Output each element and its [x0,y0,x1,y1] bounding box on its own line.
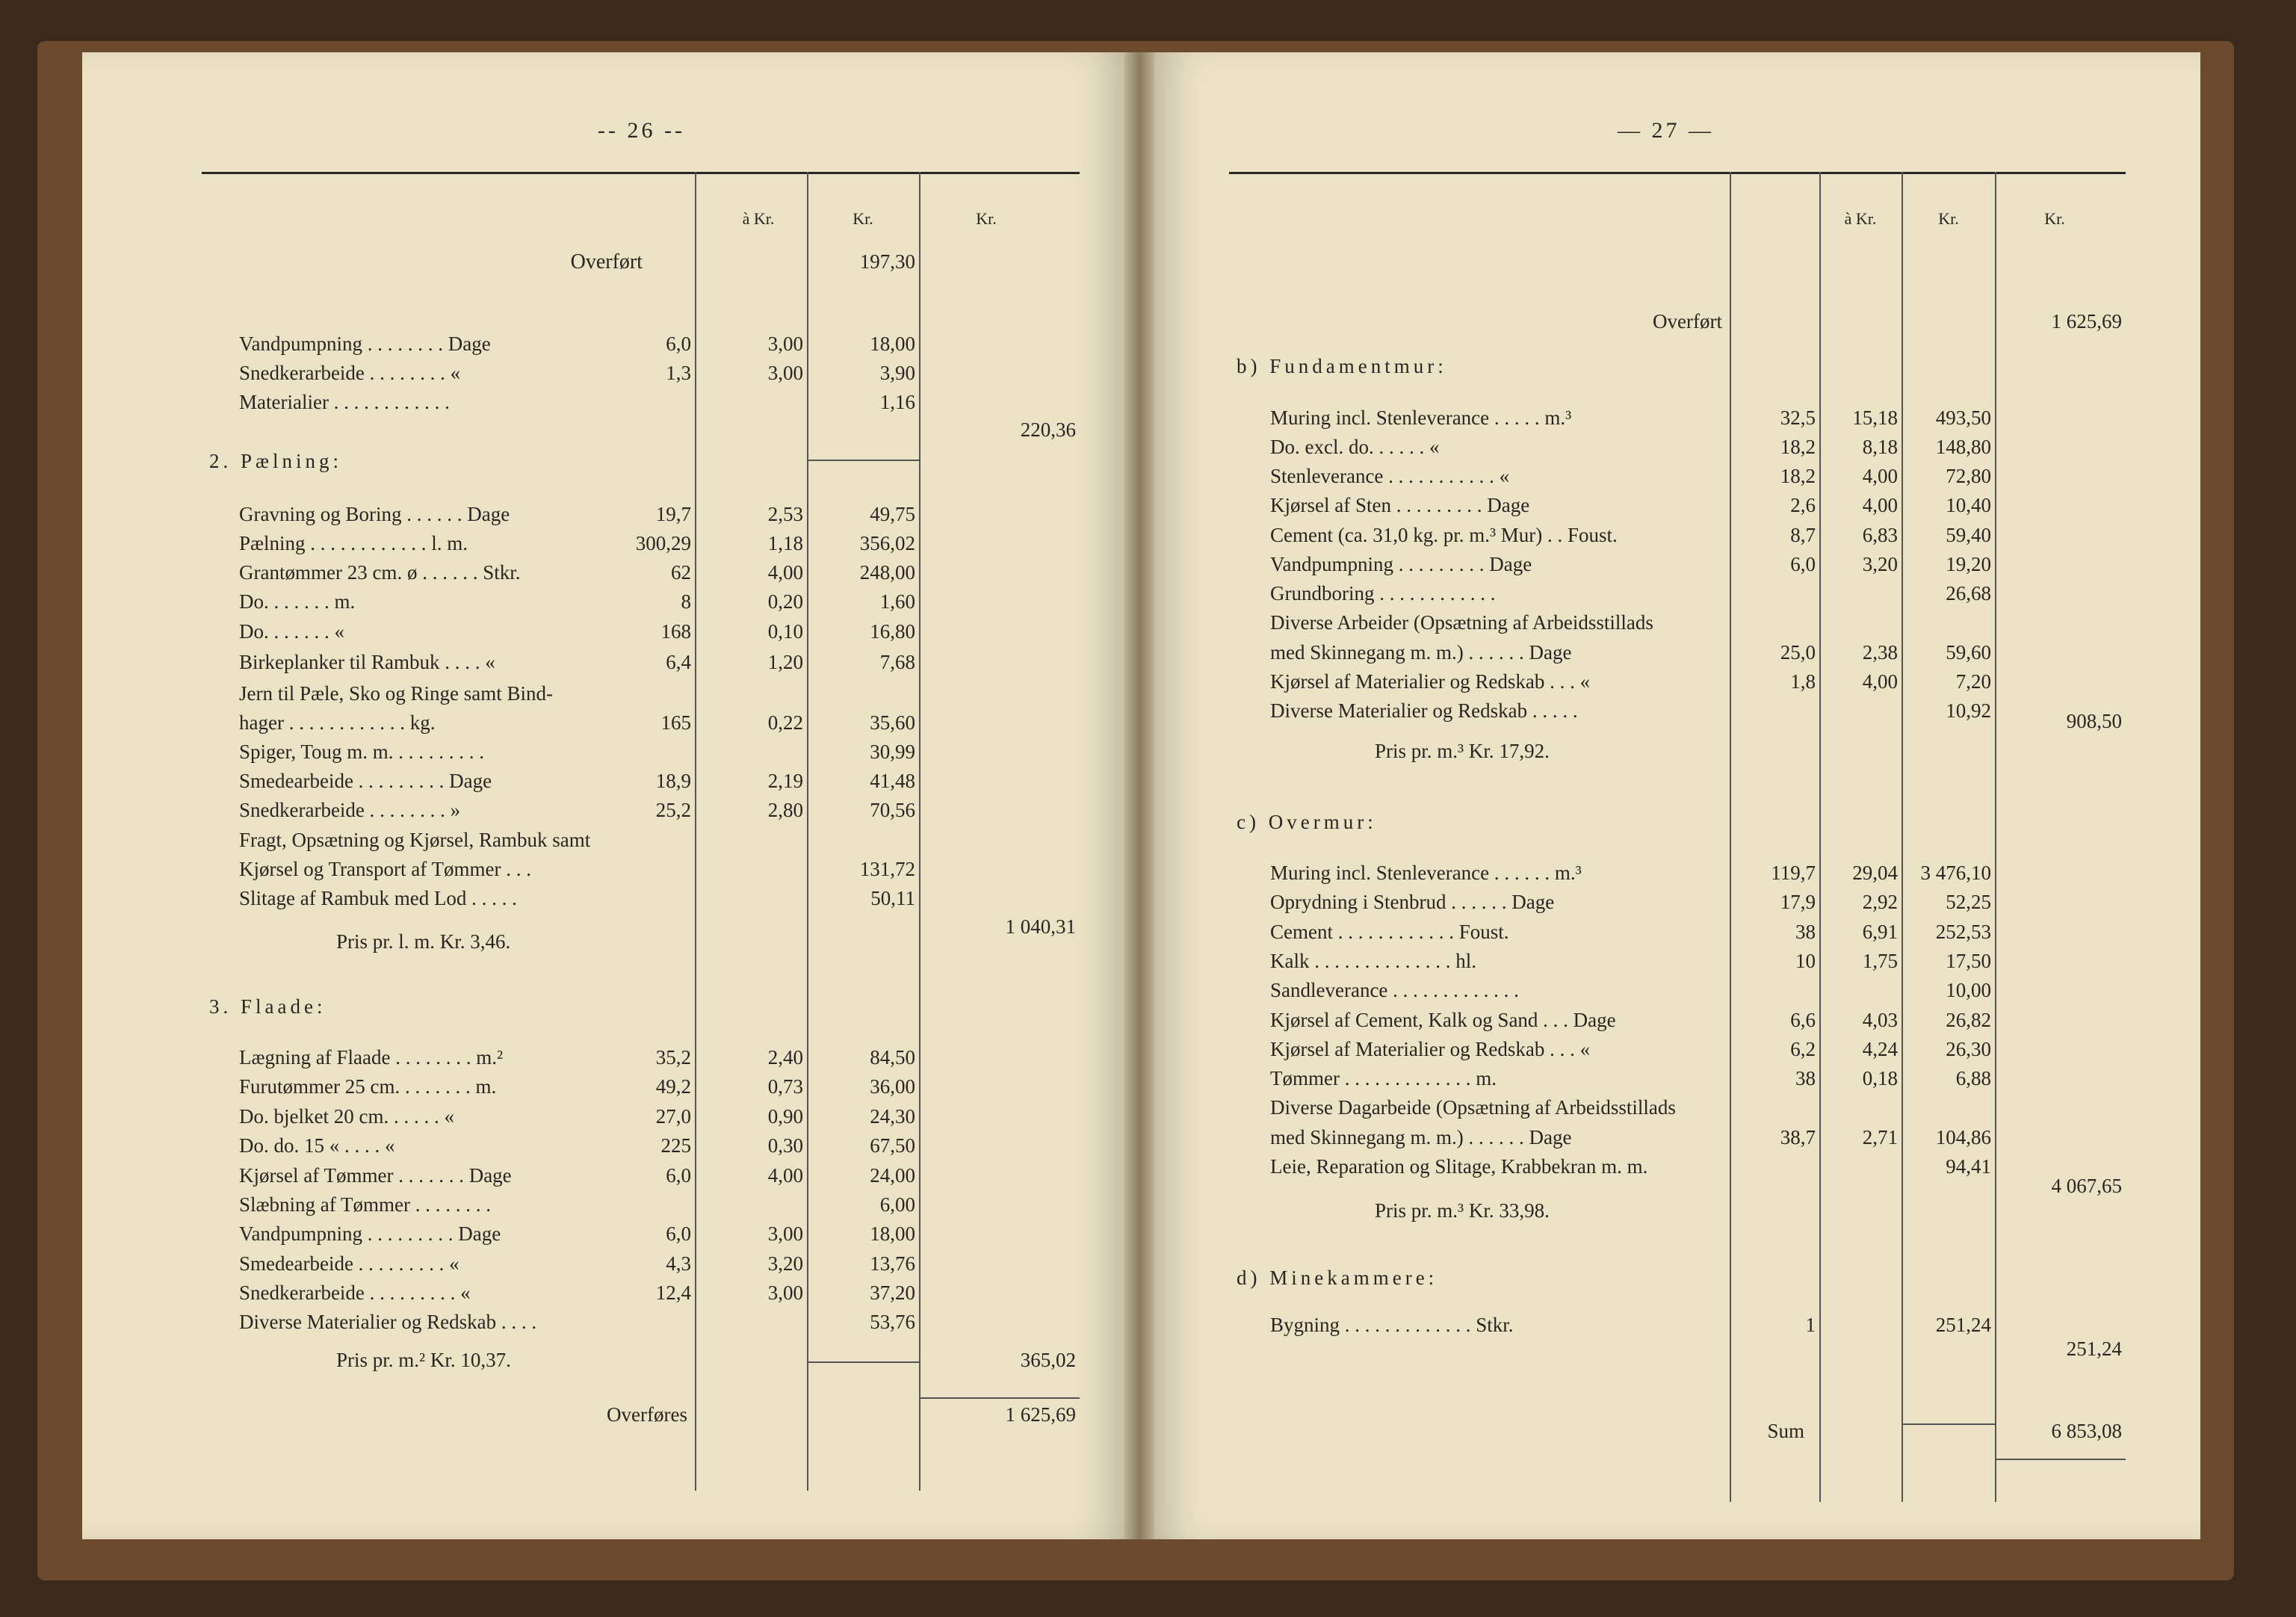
row-description: Oprydning i Stenbrud . . . . . . Dage [1270,891,1555,913]
row-unit-price: 2,53 [767,503,803,525]
ledger-row [1154,465,2200,492]
row-unit-price: 4,00 [767,1164,803,1187]
row-unit-price: 2,80 [767,799,803,821]
row-amount: 24,00 [870,1164,915,1187]
sum-rule [1995,1459,2126,1460]
row-description: Fragt, Opsætning og Kjørsel, Rambuk samt [239,829,591,851]
carry-over-label: Overføres [607,1403,687,1426]
row-amount: 94,41 [1946,1155,1991,1178]
row-quantity: 6,2 [1790,1038,1816,1060]
row-unit-price: 4,00 [1862,465,1898,487]
row-description: Jern til Pæle, Sko og Ringe samt Bind- [239,682,554,705]
carried-forward-value: 197,30 [859,250,915,273]
row-quantity: 18,9 [655,770,691,792]
price-note: Pris pr. m.³ Kr. 17,92. [1375,740,1550,762]
ledger-row [82,1311,1124,1338]
row-amount: 37,20 [870,1281,915,1304]
row-unit-price: 15,18 [1852,406,1898,429]
row-quantity: 6,0 [666,1222,691,1245]
ledger-row [1154,641,2200,668]
column-header: Kr. [1938,209,1959,228]
row-unit-price: 2,92 [1862,891,1898,913]
row-amount: 24,30 [870,1105,915,1128]
row-quantity: 119,7 [1771,862,1816,884]
row-description: Diverse Dagarbeide (Opsætning af Arbeidsstillads [1270,1096,1676,1119]
row-quantity: 1,3 [666,362,691,384]
ledger-row [82,561,1124,588]
ledger-row [82,391,1124,418]
row-description: Furutømmer 25 cm. . . . . . . . m. [239,1075,497,1098]
row-description: med Skinnegang m. m.) . . . . . . Dage [1270,1126,1572,1148]
header-rule [202,172,1080,174]
row-unit-price: 3,00 [767,1281,803,1304]
ledger-row [82,1046,1124,1073]
row-quantity: 12,4 [655,1281,691,1304]
row-unit-price: 4,00 [1862,670,1898,693]
row-quantity: 168 [660,620,691,643]
ledger-row [82,1281,1124,1308]
ledger-row [82,1075,1124,1102]
section-heading [1154,811,2200,838]
section-title: 2. Pælning: [209,450,343,472]
subtotal-row [1154,1175,2200,1202]
column-header: à Kr. [742,209,775,228]
row-description: Slæbning af Tømmer . . . . . . . . [239,1193,491,1216]
row-quantity: 18,2 [1780,436,1816,458]
sum-rule [919,1397,1080,1399]
ledger-row [1154,406,2200,433]
header-rule [1229,172,2126,174]
ledger-row [1154,1038,2200,1065]
section-heading [82,450,1124,477]
row-description: Kalk . . . . . . . . . . . . . . hl. [1270,950,1476,972]
row-description: Snedkerarbeide . . . . . . . . . « [239,1281,471,1304]
row-unit-price: 0,73 [767,1075,803,1098]
row-description: Do. . . . . . . « [239,620,344,643]
carried-forward-value: 1 625,69 [2051,310,2122,333]
carried-forward-row [1154,310,2200,337]
row-description: Cement (ca. 31,0 kg. pr. m.³ Mur) . . Foust. [1270,524,1618,546]
row-description: Snedkerarbeide . . . . . . . . » [239,799,461,821]
row-description: Kjørsel af Cement, Kalk og Sand . . . Dage [1270,1009,1616,1031]
row-quantity: 1,8 [1790,670,1816,693]
row-quantity: 165 [660,711,691,734]
row-amount: 251,24 [1935,1314,1991,1336]
ledger-row [1154,979,2200,1006]
row-description: Kjørsel og Transport af Tømmer . . . [239,858,531,880]
row-amount: 356,02 [859,532,915,554]
row-unit-price: 0,18 [1862,1067,1898,1089]
row-description: Muring incl. Stenleverance . . . . . m.³ [1270,406,1572,429]
row-amount: 10,00 [1946,979,1991,1001]
row-quantity: 27,0 [655,1105,691,1128]
row-amount: 26,82 [1946,1009,1991,1031]
carried-forward-label: Overført [570,250,643,273]
row-quantity: 25,2 [655,799,691,821]
ledger-row [1154,1314,2200,1341]
row-quantity: 38,7 [1780,1126,1816,1148]
row-description: hager . . . . . . . . . . . . kg. [239,711,436,734]
row-quantity: 6,0 [666,333,691,355]
row-description: Do. excl. do. . . . . . « [1270,436,1440,458]
row-quantity: 38 [1795,1067,1816,1089]
row-description: Birkeplanker til Rambuk . . . . « [239,651,495,673]
row-amount: 13,76 [870,1252,915,1275]
row-description: Kjørsel af Tømmer . . . . . . . Dage [239,1164,512,1187]
right-page [1154,52,2200,1539]
row-quantity: 2,6 [1790,494,1816,516]
ledger-row [82,1134,1124,1161]
subtotal-row [82,418,1124,445]
price-row [1154,1199,2200,1226]
row-unit-price: 8,18 [1862,436,1898,458]
row-unit-price: 0,20 [767,590,803,613]
row-unit-price: 6,91 [1862,921,1898,943]
row-unit-price: 2,71 [1862,1126,1898,1148]
row-amount: 1,60 [879,590,915,613]
section-heading [82,995,1124,1022]
row-quantity: 49,2 [655,1075,691,1098]
ledger-row [82,362,1124,389]
subtotal-value: 220,36 [1020,418,1076,441]
section-title: b) Fundamentmur: [1237,355,1447,377]
ledger-row [82,1222,1124,1249]
row-amount: 248,00 [859,561,915,584]
sum-value: 6 853,08 [2051,1420,2122,1442]
row-amount: 18,00 [870,333,915,355]
price-row [82,1349,1124,1376]
row-quantity: 17,9 [1780,891,1816,913]
row-amount: 148,80 [1935,436,1991,458]
row-unit-price: 29,04 [1852,862,1898,884]
ledger-row [1154,436,2200,463]
row-description: Bygning . . . . . . . . . . . . . Stkr. [1270,1314,1514,1336]
row-description: Kjørsel af Materialier og Redskab . . . « [1270,670,1591,693]
ledger-row [82,620,1124,647]
subtotal-row [1154,1338,2200,1364]
row-unit-price: 3,00 [767,333,803,355]
row-quantity: 25,0 [1780,641,1816,664]
ledger-row [1154,1126,2200,1153]
row-unit-price: 0,10 [767,620,803,643]
row-amount: 19,20 [1946,553,1991,575]
row-description: Grundboring . . . . . . . . . . . . [1270,582,1496,605]
row-quantity: 6,6 [1790,1009,1816,1031]
row-amount: 131,72 [859,858,915,880]
column-header: à Kr. [1844,209,1877,228]
ledger-row [1154,553,2200,580]
row-description: Gravning og Boring . . . . . . Dage [239,503,510,525]
row-amount: 3 476,10 [1920,862,1991,884]
subtotal-row [1154,710,2200,737]
ledger-row [82,503,1124,530]
row-unit-price: 4,24 [1862,1038,1898,1060]
row-amount: 59,40 [1946,524,1991,546]
row-amount: 50,11 [870,887,915,909]
ledger-row [82,741,1124,767]
row-description: Stenleverance . . . . . . . . . . . « [1270,465,1510,487]
row-unit-price: 1,75 [1862,950,1898,972]
row-unit-price: 2,19 [767,770,803,792]
row-description: Leie, Reparation og Slitage, Krabbekran m. m. [1270,1155,1648,1178]
row-unit-price: 6,83 [1862,524,1898,546]
row-amount: 26,30 [1946,1038,1991,1060]
section-heading [1154,355,2200,382]
price-note: Pris pr. l. m. Kr. 3,46. [336,930,511,953]
row-quantity: 300,29 [635,532,691,554]
row-quantity: 8 [681,590,691,613]
page-number: -- 26 -- [598,118,685,143]
row-description: Materialier . . . . . . . . . . . . [239,391,450,413]
ledger-row [82,333,1124,359]
row-description: Diverse Materialier og Redskab . . . . . [1270,699,1578,722]
column-header: Kr. [2044,209,2065,228]
row-amount: 3,90 [879,362,915,384]
row-description: Do. . . . . . . m. [239,590,356,613]
row-description: Snedkerarbeide . . . . . . . . « [239,362,461,384]
row-quantity: 38 [1795,921,1816,943]
ledger-row [82,1252,1124,1279]
price-note: Pris pr. m.² Kr. 10,37. [336,1349,511,1371]
row-unit-price: 4,00 [1862,494,1898,516]
row-amount: 67,50 [870,1134,915,1157]
sum-row [1154,1420,2200,1447]
subtotal-value: 908,50 [2066,710,2122,732]
row-amount: 10,92 [1946,699,1991,722]
ledger-row [1154,862,2200,888]
row-amount: 252,53 [1935,921,1991,943]
row-quantity: 6,0 [666,1164,691,1187]
subtotal-value: 1 040,31 [1005,915,1076,938]
sum-label: Sum [1767,1420,1804,1442]
ledger-row [82,532,1124,559]
row-unit-price: 4,03 [1862,1009,1898,1031]
row-amount: 72,80 [1946,465,1991,487]
ledger-row [1154,891,2200,918]
row-description: Kjørsel af Sten . . . . . . . . . Dage [1270,494,1530,516]
carried-over-row [82,1403,1124,1430]
row-amount: 36,00 [870,1075,915,1098]
ledger-row [1154,950,2200,977]
row-quantity: 19,7 [655,503,691,525]
row-amount: 30,99 [870,741,915,763]
ledger-row [82,887,1124,914]
carried-forward-row [82,250,1124,277]
ledger-row [1154,921,2200,947]
row-quantity: 32,5 [1780,406,1816,429]
ledger-row [1154,670,2200,697]
row-description: Slitage af Rambuk med Lod . . . . . [239,887,517,909]
row-unit-price: 1,20 [767,651,803,673]
carry-over-value: 1 625,69 [1005,1403,1076,1426]
book-gutter [1121,52,1158,1539]
ledger-row [82,1193,1124,1220]
row-unit-price: 3,20 [767,1252,803,1275]
section-title: c) Overmur: [1237,811,1377,833]
ledger-row [1154,1067,2200,1094]
row-description: med Skinnegang m. m.) . . . . . . Dage [1270,641,1572,664]
row-description: Spiger, Toug m. m. . . . . . . . . . [239,741,485,763]
row-unit-price: 0,22 [767,711,803,734]
row-description: Pælning . . . . . . . . . . . . l. m. [239,532,468,554]
row-description: Tømmer . . . . . . . . . . . . . m. [1270,1067,1497,1089]
row-amount: 59,60 [1946,641,1991,664]
price-note: Pris pr. m.³ Kr. 33,98. [1375,1199,1550,1222]
left-page [82,52,1124,1539]
ledger-row [1154,1096,2200,1123]
row-amount: 49,75 [870,503,915,525]
ledger-row [82,651,1124,678]
row-unit-price: 3,00 [767,362,803,384]
row-quantity: 35,2 [655,1046,691,1069]
ledger-row [82,829,1124,856]
row-description: Cement . . . . . . . . . . . . Foust. [1270,921,1509,943]
ledger-row [1154,494,2200,521]
row-amount: 53,76 [870,1311,915,1333]
ledger-row [1154,611,2200,638]
row-quantity: 10 [1795,950,1816,972]
row-description: Kjørsel af Materialier og Redskab . . . « [1270,1038,1591,1060]
row-amount: 17,50 [1946,950,1991,972]
row-amount: 16,80 [870,620,915,643]
row-amount: 18,00 [870,1222,915,1245]
subtotal-value: 251,24 [2066,1338,2122,1360]
row-quantity: 18,2 [1780,465,1816,487]
row-quantity: 62 [671,561,691,584]
ledger-row [1154,1009,2200,1036]
column-header: Kr. [976,209,997,228]
row-description: Vandpumpning . . . . . . . . . Dage [239,1222,501,1245]
section-title: d) Minekammere: [1237,1267,1438,1289]
row-amount: 104,86 [1935,1126,1991,1148]
row-description: Smedearbeide . . . . . . . . . « [239,1252,459,1275]
subtotal-value: 365,02 [1020,1349,1076,1371]
row-description: Vandpumpning . . . . . . . . Dage [239,333,491,355]
row-amount: 84,50 [870,1046,915,1069]
section-title: 3. Flaade: [209,995,327,1018]
row-description: Vandpumpning . . . . . . . . . Dage [1270,553,1532,575]
row-amount: 70,56 [870,799,915,821]
ledger-row [1154,524,2200,551]
price-row [82,930,1124,957]
row-quantity: 1 [1805,1314,1816,1336]
price-row [1154,740,2200,767]
row-quantity: 225 [660,1134,691,1157]
ledger-row [82,711,1124,738]
ledger-row [82,770,1124,797]
row-amount: 41,48 [870,770,915,792]
row-description: Grantømmer 23 cm. ø . . . . . . Stkr. [239,561,521,584]
row-amount: 1,16 [879,391,915,413]
ledger-row [82,1164,1124,1191]
row-amount: 6,00 [879,1193,915,1216]
row-unit-price: 4,00 [767,561,803,584]
subtotal-value: 4 067,65 [2051,1175,2122,1197]
row-quantity: 4,3 [666,1252,691,1275]
row-unit-price: 3,20 [1862,553,1898,575]
ledger-row [82,858,1124,885]
row-unit-price: 0,90 [767,1105,803,1128]
row-unit-price: 0,30 [767,1134,803,1157]
row-description: Sandleverance . . . . . . . . . . . . . [1270,979,1519,1001]
row-description: Lægning af Flaade . . . . . . . . m.² [239,1046,504,1069]
row-unit-price: 2,38 [1862,641,1898,664]
row-amount: 10,40 [1946,494,1991,516]
row-description: Smedearbeide . . . . . . . . . Dage [239,770,492,792]
row-amount: 7,20 [1955,670,1991,693]
row-amount: 26,68 [1946,582,1991,605]
row-amount: 52,25 [1946,891,1991,913]
row-quantity: 6,4 [666,651,691,673]
row-amount: 7,68 [879,651,915,673]
ledger-row [82,590,1124,617]
row-unit-price: 2,40 [767,1046,803,1069]
row-description: Do. do. 15 « . . . . « [239,1134,395,1157]
row-amount: 35,60 [870,711,915,734]
section-heading [1154,1267,2200,1293]
row-quantity: 6,0 [1790,553,1816,575]
ledger-row [82,799,1124,826]
page-number: — 27 — [1618,118,1714,143]
row-description: Diverse Materialier og Redskab . . . . [239,1311,537,1333]
row-amount: 493,50 [1935,406,1991,429]
row-description: Do. bjelket 20 cm. . . . . . « [239,1105,454,1128]
ledger-row [82,1105,1124,1132]
row-quantity: 8,7 [1790,524,1816,546]
ledger-row [82,682,1124,709]
row-unit-price: 3,00 [767,1222,803,1245]
row-unit-price: 1,18 [767,532,803,554]
ledger-row [1154,582,2200,609]
row-description: Muring incl. Stenleverance . . . . . . m.³ [1270,862,1582,884]
row-amount: 6,88 [1955,1067,1991,1089]
row-description: Diverse Arbeider (Opsætning af Arbeidsstillads [1270,611,1653,634]
column-header: Kr. [853,209,873,228]
carried-forward-label: Overført [1653,310,1722,333]
